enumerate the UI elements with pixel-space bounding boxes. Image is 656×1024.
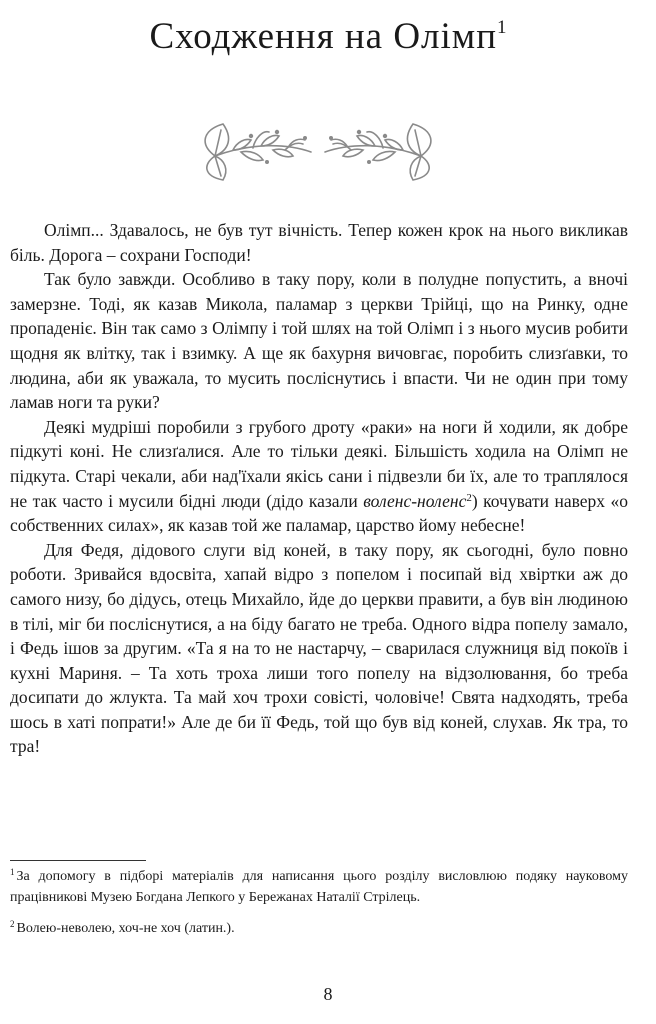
page-number: 8 <box>323 984 333 1004</box>
footnote-2-text: Волею-неволею, хоч-не хоч (латин.). <box>16 921 235 936</box>
footnote-1 <box>10 866 628 908</box>
chapter-title <box>0 6 656 59</box>
paragraph-3 <box>10 415 628 538</box>
leaf-vine-ornament-icon <box>193 116 443 186</box>
chapter-title-text: Сходження на Олімп <box>149 16 498 57</box>
footnote-ref-2: 2 <box>466 491 472 504</box>
footnote-1-marker: 1 <box>10 867 15 877</box>
title-footnote-ref: 1 <box>497 17 507 38</box>
footnote-1-text: За допомогу в підборі матеріалів для написання цього розділу висловлюю подяку науковому працівникові Музею Богдана Лепкого у Бережанах Наталії Стрілець. <box>10 869 628 905</box>
paragraph-2: Так було завжди. Особливо в таку пору, коли в полудне попустить, а вночі замерзне. Тоді, як казав Микола, паламар з церкви Трійці, що на Ринку, одне пропаденіє. Він так само з Олімпу і той шлях на той Олімп і з нього мусив робити щодня як влітку, так і взимку. А ще як бахурня вичовгає, поробить слизґавки, то людина, аби як уважала, то мусить посліснутись і впасти. Чи не один при тому ламав ноги та руки? <box>10 269 628 413</box>
footnote-2 <box>10 918 628 939</box>
body-text <box>10 218 628 759</box>
paragraph-1: Олімп... Здавалось, не був тут вічність. Тепер кожен крок на нього викликав біль. Дорога – сохрани Господи! <box>10 220 628 265</box>
footnotes <box>10 866 628 949</box>
paragraph-4: Для Федя, дідового слуги від коней, в таку пору, як сьогодні, було повно роботи. Зривайся вдосвіта, хапай відро з попелом і посипай від хвіртки аж до самого низу, бо дідусь, отець Михайло, йде до церкви правити, а був він людиною в тілі, міг би посліснутися, а на біду багато не треба. Одного відра попелу замало, і Федь ішов за другим. «Та я на то не настарчу, – сварилася служниця від покоїв і кухні Мариня. – Та хоть троха лиши того попелу на відзолювання, бо треба досипати до жлукта. Та май хоч трохи совісті, чоловіче! Свята надходять, треба шось в хаті попрати!» Але де би її Федь, той що був від коней, слухав. Як тра, то тра! <box>10 539 628 757</box>
paragraph-3-end: ) кочувати наверх «о собственних силах», як казав той же паламар, царство йому небесне! <box>10 490 628 536</box>
footnote-divider <box>10 860 146 861</box>
latin-phrase: воленс-ноленс <box>363 490 467 511</box>
footnote-2-marker: 2 <box>10 919 15 929</box>
paragraph-3-start: Деякі мудріші поробили з грубого дроту «раки» на ноги й ходили, як добре підкуті коні. Не слизґалися. Але то тільки деякі. Більшість ходила на Олімп не підкута. Старі чекали, аби над'їхали якісь сани і підвезли би їх, але то траплялося не так часто і мусили бідні люди (дідо казали <box>10 416 628 511</box>
